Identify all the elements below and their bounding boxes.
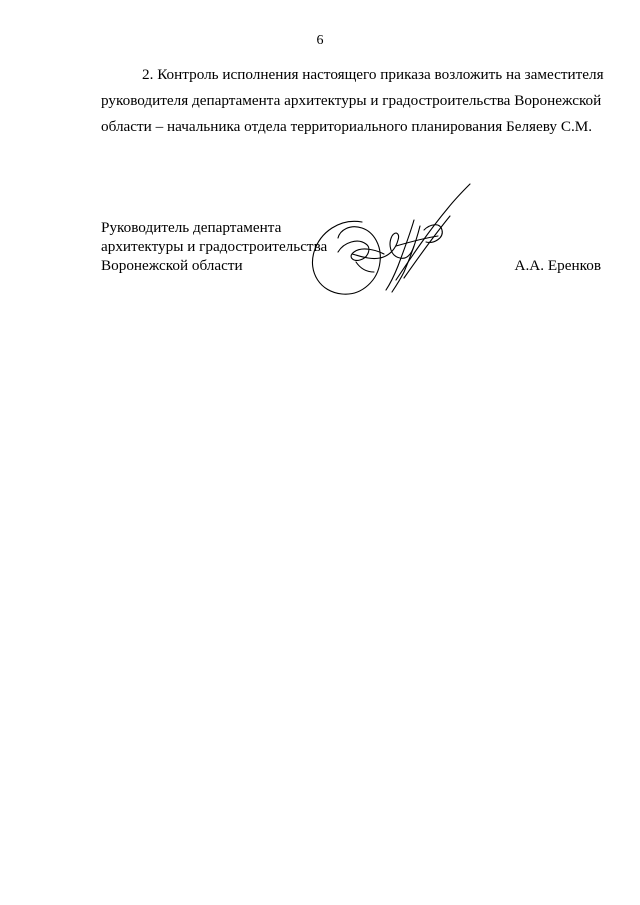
signatory-position bbox=[101, 218, 327, 275]
page-number: 6 bbox=[316, 33, 324, 48]
paragraph-line-3: области – начальника отдела территориального планирования Беляеву С.М. bbox=[101, 118, 593, 135]
signatory-position-line-3: Воронежской области bbox=[101, 257, 243, 274]
signatory-position-line-1: Руководитель департамента bbox=[101, 219, 282, 236]
handwritten-signature-icon bbox=[300, 180, 480, 300]
paragraph-line-2: руководителя департамента архитектуры и градостроительства Воронежской bbox=[101, 92, 602, 109]
signer-name: А.А. Еренков bbox=[514, 257, 601, 274]
paragraph-line-1: 2. Контроль исполнения настоящего приказа возложить на заместителя bbox=[142, 66, 604, 83]
signatory-position-line-2: архитектуры и градостроительства bbox=[101, 238, 328, 255]
